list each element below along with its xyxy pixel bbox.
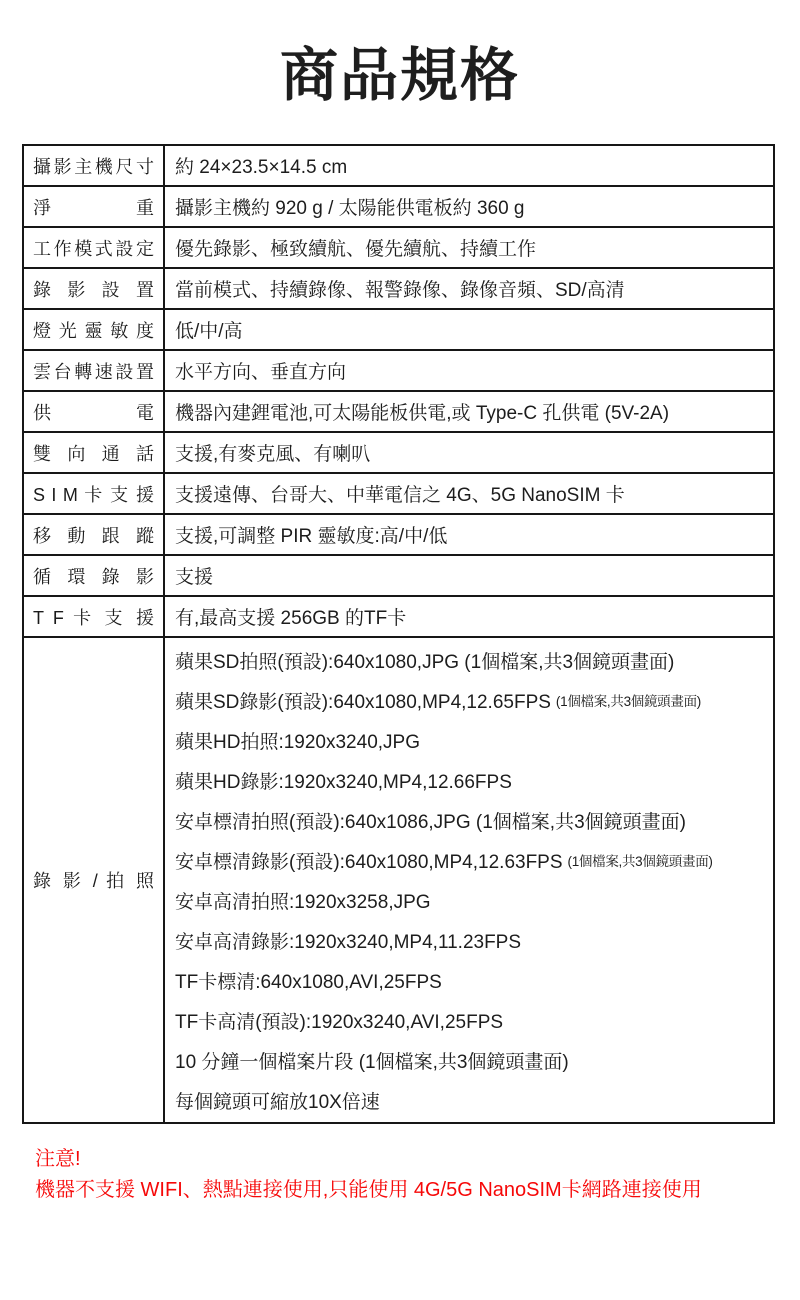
table-row-loop-recording <box>24 554 773 595</box>
table-row-work-mode <box>24 226 773 267</box>
table-row-record-settings <box>24 267 773 308</box>
table-row-motion-tracking <box>24 513 773 554</box>
media-line-tf-hd: TF卡高清(預設):1920x3240,AVI,25FPS <box>175 1011 504 1033</box>
media-line-android-hd-photo: 安卓高清拍照:1920x3258,JPG <box>175 891 431 913</box>
row-label: 移 動 跟 蹤 <box>24 515 165 554</box>
notice-heading: 注意! <box>35 1148 81 1170</box>
media-line-android-sd-photo: 安卓標清拍照(預設):640x1086,JPG (1個檔案,共3個鏡頭畫面) <box>175 811 686 833</box>
row-value: 支援 <box>175 567 214 588</box>
row-value: 支援,有麥克風、有喇叭 <box>175 444 371 465</box>
table-row-sim-support <box>24 472 773 513</box>
spec-table <box>22 144 775 1124</box>
row-value: 支援,可調整 PIR 靈敏度:高/中/低 <box>175 526 448 547</box>
table-row-two-way-talk <box>24 431 773 472</box>
row-label: 錄 影 設 置 <box>24 269 165 308</box>
row-label: 淨 重 <box>24 187 165 226</box>
media-line-tf-sd: TF卡標清:640x1080,AVI,25FPS <box>175 971 442 993</box>
row-value: 支援遠傳、台哥大、中華電信之 4G、5G NanoSIM 卡 <box>175 485 625 506</box>
row-value: 約 24×23.5×14.5 cm <box>175 157 348 178</box>
table-row-camera-size <box>24 146 773 185</box>
table-row-power-supply <box>24 390 773 431</box>
media-spec-lines <box>165 638 773 1122</box>
row-value: 攝影主機約 920 g / 太陽能供電板約 360 g <box>175 198 525 219</box>
row-label: 供 電 <box>24 392 165 431</box>
media-line-apple-sd-video: 蘋果SD錄影(預設):640x1080,MP4,12.65FPS (1個檔案,共3個鏡頭畫面) <box>175 691 701 713</box>
table-row-gimbal-speed <box>24 349 773 390</box>
row-label: 錄 影 / 拍 照 <box>24 638 165 1122</box>
row-label: 攝影主機尺寸 <box>24 146 165 185</box>
row-label: 燈 光 靈 敏 度 <box>24 310 165 349</box>
media-line-apple-hd-photo: 蘋果HD拍照:1920x3240,JPG <box>175 731 420 753</box>
media-line-zoom-speed: 每個鏡頭可縮放10X倍速 <box>175 1091 380 1113</box>
media-line-apple-hd-video: 蘋果HD錄影:1920x3240,MP4,12.66FPS <box>175 771 512 793</box>
media-line-android-sd-video: 安卓標清錄影(預設):640x1080,MP4,12.63FPS (1個檔案,共3個鏡頭畫面) <box>175 851 713 873</box>
row-value: 機器內建鋰電池,可太陽能板供電,或 Type-C 孔供電 (5V-2A) <box>175 403 670 424</box>
media-line-file-segment: 10 分鐘一個檔案片段 (1個檔案,共3個鏡頭畫面) <box>175 1051 569 1073</box>
row-label: T F 卡 支 援 <box>24 597 165 636</box>
row-label: 循 環 錄 影 <box>24 556 165 595</box>
row-value: 當前模式、持續錄像、報警錄像、錄像音頻、SD/高清 <box>175 280 625 301</box>
table-row-light-sensitivity <box>24 308 773 349</box>
row-value: 有,最高支援 256GB 的TF卡 <box>175 608 407 629</box>
notice <box>35 1144 800 1206</box>
table-row-recording-photo <box>24 636 773 1122</box>
table-row-tf-card <box>24 595 773 636</box>
row-label: 雙 向 通 話 <box>24 433 165 472</box>
page-title: 商品規格 <box>279 43 520 108</box>
row-value: 水平方向、垂直方向 <box>175 362 347 383</box>
row-value: 低/中/高 <box>175 321 243 342</box>
table-row-net-weight <box>24 185 773 226</box>
media-line-apple-sd-photo: 蘋果SD拍照(預設):640x1080,JPG (1個檔案,共3個鏡頭畫面) <box>175 651 675 673</box>
row-value: 優先錄影、極致續航、優先續航、持續工作 <box>175 239 537 260</box>
row-label: S I M 卡 支 援 <box>24 474 165 513</box>
media-line-android-hd-video: 安卓高清錄影:1920x3240,MP4,11.23FPS <box>175 931 522 953</box>
row-label: 工作模式設定 <box>24 228 165 267</box>
notice-text: 機器不支援 WIFI、熱點連接使用,只能使用 4G/5G NanoSIM卡網路連接使用 <box>35 1179 702 1201</box>
row-label: 雲台轉速設置 <box>24 351 165 390</box>
